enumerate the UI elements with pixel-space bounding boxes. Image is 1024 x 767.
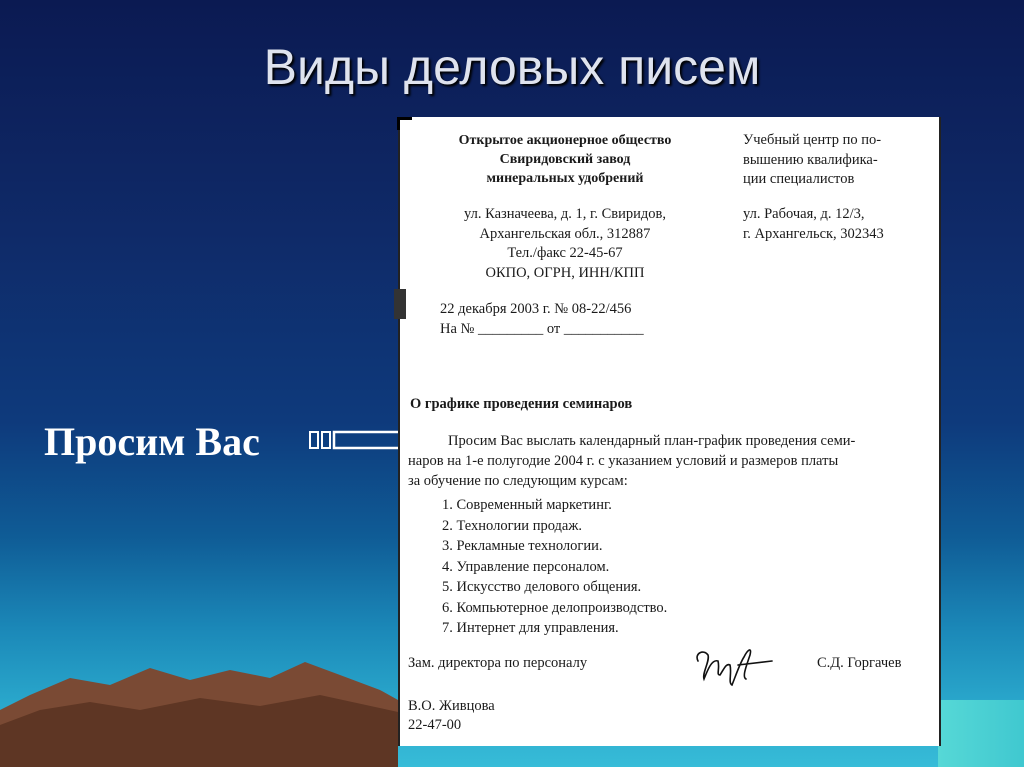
executor-block bbox=[408, 697, 495, 735]
body-line: Просим Вас выслать календарный план-график проведения семи- bbox=[448, 433, 856, 449]
list-item: 2. Технологии продаж. bbox=[442, 517, 582, 534]
recipient bbox=[743, 131, 933, 190]
sender-org-line: Открытое акционерное общество bbox=[458, 133, 672, 148]
sender-org-line: минеральных удобрений bbox=[486, 171, 644, 186]
recipient-line: ции специалистов bbox=[743, 171, 855, 187]
signer-position: Зам. директора по персоналу bbox=[408, 655, 588, 671]
letter-body bbox=[408, 431, 930, 491]
date-block bbox=[440, 300, 644, 339]
letter-document bbox=[398, 117, 941, 746]
sender-address-line: ул. Казначеева, д. 1, г. Свиридов, bbox=[464, 206, 666, 222]
sender-address-line: Тел./факс 22-45-67 bbox=[507, 245, 623, 261]
course-list bbox=[442, 495, 667, 639]
slide-title: Виды деловых писем bbox=[263, 39, 761, 95]
sender-address bbox=[420, 205, 710, 283]
list-item: 5. Искусство делового общения. bbox=[442, 579, 642, 595]
list-item: 7. Интернет для управления. bbox=[442, 620, 619, 636]
recipient-address-line: ул. Рабочая, д. 12/3, bbox=[743, 206, 865, 222]
body-line: наров на 1-е полугодие 2004 г. с указанием условий и размеров платы bbox=[408, 453, 839, 469]
fold-mark bbox=[394, 289, 406, 319]
recipient-address bbox=[743, 205, 933, 244]
handwritten-signature bbox=[690, 639, 775, 689]
sender-org bbox=[420, 131, 710, 188]
executor-phone: 22-47-00 bbox=[408, 717, 462, 733]
recipient-address-line: г. Архангельск, 302343 bbox=[743, 225, 884, 242]
body-line: за обучение по следующим курсам: bbox=[408, 473, 628, 489]
recipient-line: Учебный центр по по- bbox=[743, 132, 882, 148]
cyan-accent bbox=[938, 700, 1024, 767]
executor-name: В.О. Живцова bbox=[408, 698, 495, 714]
list-item: 1. Современный маркетинг. bbox=[442, 497, 612, 513]
sender-org-line: Свиридовский завод bbox=[499, 152, 631, 167]
letter-subject: О графике проведения семинаров bbox=[410, 396, 633, 412]
list-item: 3. Рекламные технологии. bbox=[442, 538, 603, 554]
signer-name: С.Д. Горгачев bbox=[817, 655, 902, 671]
recipient-line: вышению квалифика- bbox=[743, 151, 878, 168]
left-label: Просим Вас bbox=[44, 419, 260, 464]
corner-mark bbox=[397, 117, 412, 130]
date-line: 22 декабря 2003 г. № 08-22/456 bbox=[440, 301, 632, 317]
list-item: 6. Компьютерное делопроизводство. bbox=[442, 599, 668, 616]
sender-address-line: Архангельская обл., 312887 bbox=[479, 225, 651, 242]
ref-line: На № _________ от ___________ bbox=[440, 320, 644, 337]
sender-address-line: ОКПО, ОГРН, ИНН/КПП bbox=[485, 264, 645, 281]
list-item: 4. Управление персоналом. bbox=[442, 558, 610, 575]
